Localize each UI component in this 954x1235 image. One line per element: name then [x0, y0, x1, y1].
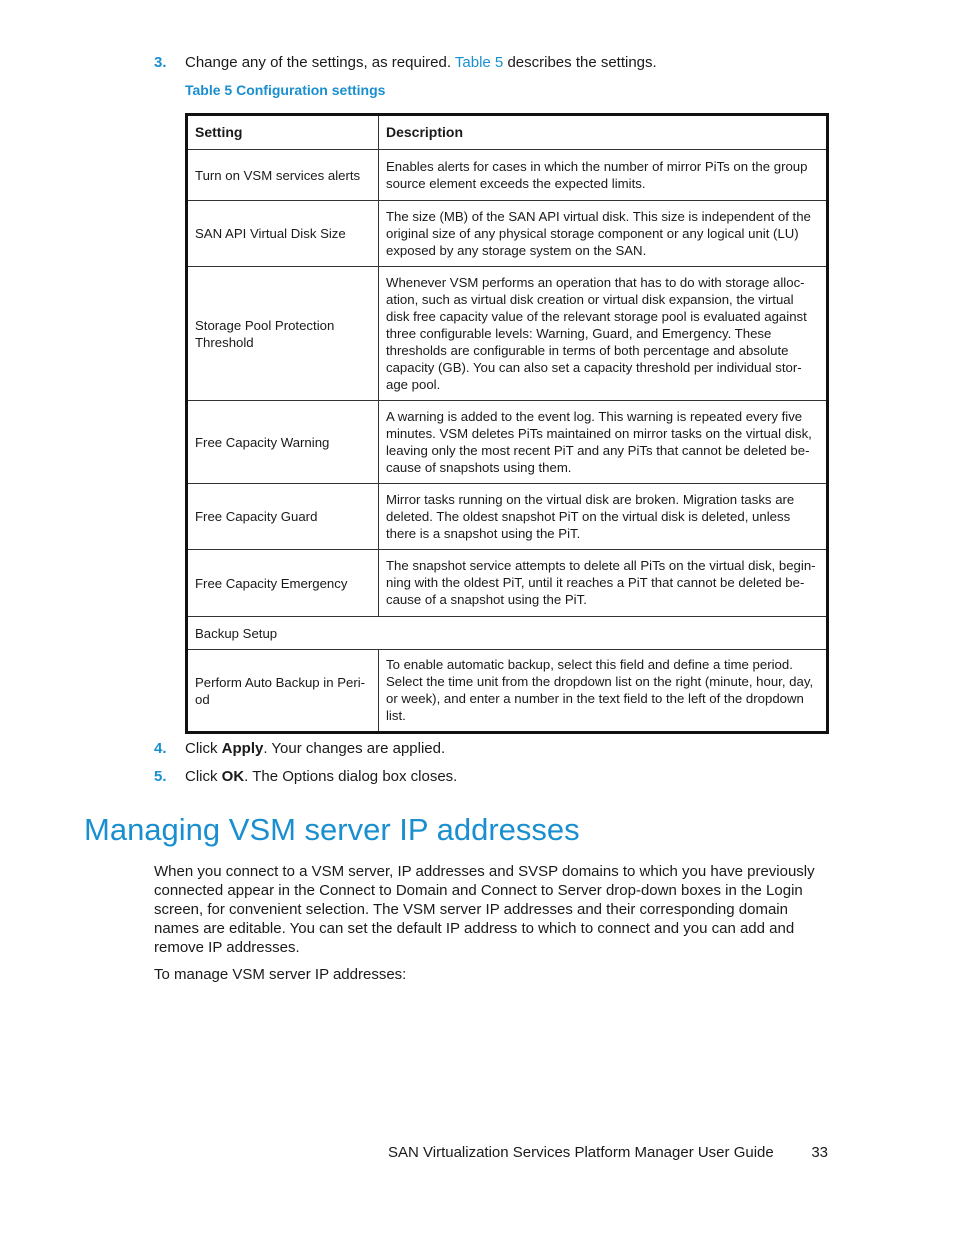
step-bold-term: Apply: [221, 740, 264, 757]
step-text: [185, 53, 657, 73]
step-number: 4.: [154, 740, 167, 757]
setting-cell: Turn on VSM services alerts: [187, 150, 379, 201]
setting-cell: Free Capacity Guard: [187, 484, 379, 550]
setting-cell: Free Capacity Emergency: [187, 550, 379, 617]
step-text-part: Change any of the settings, as required.: [185, 54, 455, 71]
table-row: [187, 267, 828, 401]
step-text-part: Click: [185, 768, 222, 785]
step-text-part: describes the settings.: [503, 54, 657, 71]
step-bold-term: OK: [221, 768, 245, 785]
step-number: 5.: [154, 768, 167, 785]
table-row: [187, 650, 828, 733]
step-text: [185, 739, 445, 759]
table-row: [187, 201, 828, 267]
table-caption: Table 5 Configuration settings: [185, 82, 386, 98]
header-setting: Setting: [187, 115, 379, 150]
table-section-row: [187, 617, 828, 650]
page-number: 33: [811, 1144, 828, 1161]
table-header-row: [187, 115, 828, 150]
configuration-settings-table: [185, 113, 829, 734]
description-cell: The size (MB) of the SAN API virtual disk. This size is independent of the original size of any physical storage component or any logical unit (LU) exposed by any storage system on the SAN.: [379, 201, 828, 267]
intro-paragraph: When you connect to a VSM server, IP addresses and SVSP domains to which you have previously connected appear in the Connect to Domain and Connect to Server drop-down boxes in the Login screen, for convenient selection. The VSM server IP addresses and their corresponding domain names are editable. You can set the default IP address to which to connect and you can add and remove IP addresses.: [154, 863, 815, 956]
setting-cell: Perform Auto Backup in Period: [187, 650, 379, 733]
table-5-link[interactable]: Table 5: [454, 54, 504, 71]
footer-title: SAN Virtualization Services Platform Manager User Guide: [388, 1144, 774, 1161]
step-number: 3.: [154, 54, 167, 71]
step-text: [185, 767, 457, 787]
description-cell: Enables alerts for cases in which the number of mirror PiTs on the group source element exceeds the expected limits.: [379, 150, 828, 201]
table-row: [187, 484, 828, 550]
section-row-cell: Backup Setup: [187, 617, 828, 650]
table-row: [187, 150, 828, 201]
description-cell: Mirror tasks running on the virtual disk are broken. Migration tasks are deleted. The oldest snapshot PiT on the virtual disk is deleted, unless there is a snapshot using the PiT.: [379, 484, 828, 550]
description-cell: A warning is added to the event log. This warning is repeated every five minutes. VSM deletes PiTs maintained on mirror tasks on the virtual disk, leaving only the most recent PiT and any PiTs that cannot be deleted because of snapshots using them.: [379, 401, 828, 484]
step-text-part: . Your changes are applied.: [263, 740, 446, 757]
header-description: Description: [379, 115, 828, 150]
setting-cell: Storage Pool Protection Threshold: [187, 267, 379, 401]
table-row: [187, 550, 828, 617]
lead-paragraph: To manage VSM server IP addresses:: [154, 966, 407, 983]
description-cell: Whenever VSM performs an operation that has to do with storage allocation, such as virtual disk creation or virtual disk expansion, the virtual disk free capacity value of the relevant storage pool is evaluated against three configurable levels: Warning, Guard, and Emergency. These thresholds are configurable in terms of both percentage and absolute capacity (GB). You can also set a capacity threshold per individual storage pool.: [379, 267, 828, 401]
setting-cell: Free Capacity Warning: [187, 401, 379, 484]
description-cell: The snapshot service attempts to delete all PiTs on the virtual disk, beginning with the oldest PiT, until it reaches a PiT that cannot be deleted because of a snapshot using the PiT.: [379, 550, 828, 617]
step-text-part: . The Options dialog box closes.: [244, 768, 458, 785]
table-row: [187, 401, 828, 484]
setting-cell: SAN API Virtual Disk Size: [187, 201, 379, 267]
step-text-part: Click: [185, 740, 222, 757]
section-heading: Managing VSM server IP addresses: [84, 812, 580, 847]
description-cell: To enable automatic backup, select this field and define a time period. Select the time unit from the dropdown list on the right (minute, hour, day, or week), and enter a number in the text field to the left of the dropdown list.: [379, 650, 828, 733]
